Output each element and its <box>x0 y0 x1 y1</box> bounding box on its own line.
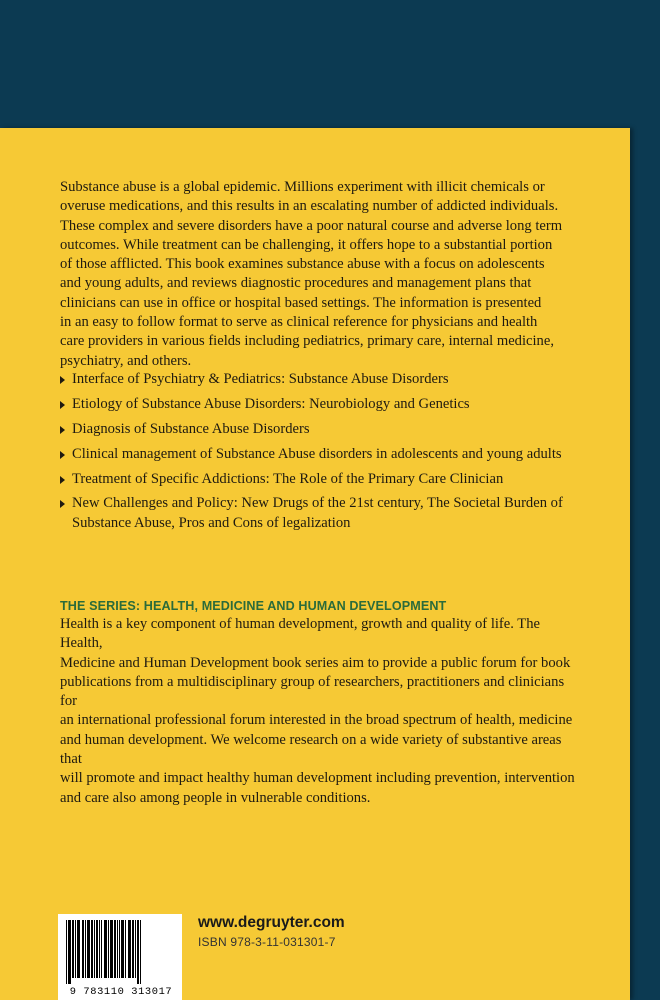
barcode-bar <box>128 920 131 978</box>
description-line: clinicians can use in office or hospital based settings. The information is presented <box>60 294 542 311</box>
barcode-bar <box>94 920 95 978</box>
description-line: and young adults, and reviews diagnostic procedures and management plans that <box>60 275 532 292</box>
barcode-bar <box>121 920 124 978</box>
barcode-bar <box>96 920 98 978</box>
series-line: publications from a multidisciplinary group of researchers, practitioners and clinicians for <box>60 673 565 710</box>
barcode-bar <box>91 920 93 978</box>
description-line: psychiatry, and others. <box>60 352 192 369</box>
barcode-bar <box>132 920 134 978</box>
isbn-barcode <box>58 914 182 1000</box>
bullet-triangle-icon <box>60 426 65 434</box>
barcode-bar <box>72 920 74 978</box>
topic-item <box>60 420 590 439</box>
barcode-bar <box>110 920 113 978</box>
description-line: Substance abuse is a global epidemic. Millions experiment with illicit chemicals or <box>60 179 545 195</box>
isbn-text: ISBN 978-3-11-031301-7 <box>198 935 336 949</box>
barcode-bar <box>135 920 136 978</box>
description-line: outcomes. While treatment can be challenging, it offers hope to a substantial portion <box>60 236 553 253</box>
barcode-bars <box>64 920 176 984</box>
description-line: of those afflicted. This book examines substance abuse with a focus on adolescents <box>60 256 545 273</box>
topic-item <box>60 370 590 389</box>
topic-line: New Challenges and Policy: New Drugs of the 21st century, The Societal Burden of <box>72 495 563 512</box>
bullet-triangle-icon <box>60 500 65 508</box>
barcode-bar <box>117 920 118 978</box>
barcode-bar <box>114 920 116 978</box>
bullet-triangle-icon <box>60 451 65 459</box>
barcode-bar <box>137 920 139 984</box>
book-description <box>60 178 580 371</box>
series-line: will promote and impact healthy human development including prevention, intervention <box>60 770 575 787</box>
topic-line: Interface of Psychiatry & Pediatrics: Substance Abuse Disorders <box>72 371 449 387</box>
series-description <box>60 615 580 808</box>
topic-line: Treatment of Specific Addictions: The Role of the Primary Care Clinician <box>72 470 504 487</box>
barcode-bar <box>119 920 120 978</box>
series-line: and care also among people in vulnerable conditions. <box>60 789 371 806</box>
series-line: an international professional forum interested in the broad spectrum of health, medicine <box>60 712 573 729</box>
barcode-bar <box>99 920 100 978</box>
barcode-digits: 9 783110 313017 <box>69 986 173 998</box>
topic-line: Etiology of Substance Abuse Disorders: Neurobiology and Genetics <box>72 395 470 412</box>
barcode-bar <box>68 920 71 984</box>
bullet-triangle-icon <box>60 476 65 484</box>
description-line: care providers in various fields including pediatrics, primary care, internal medicine, <box>60 333 554 350</box>
topics-list <box>60 370 590 539</box>
topic-item <box>60 395 590 414</box>
description-line: in an easy to follow format to serve as clinical reference for physicians and health <box>60 314 538 331</box>
barcode-bar <box>85 920 86 978</box>
barcode-bar <box>104 920 107 978</box>
barcode-bar <box>66 920 67 984</box>
barcode-bar <box>87 920 90 978</box>
barcode-bar <box>108 920 109 978</box>
series-line: and human development. We welcome research on a wide variety of substantive areas that <box>60 731 562 768</box>
description-line: These complex and severe disorders have a poor natural course and adverse long term <box>60 217 563 234</box>
series-heading: THE SERIES: HEALTH, MEDICINE AND HUMAN DEVELOPMENT <box>60 599 447 613</box>
barcode-bar <box>140 920 141 984</box>
bullet-triangle-icon <box>60 401 65 409</box>
topic-item <box>60 470 590 489</box>
barcode-bar <box>125 920 126 978</box>
barcode-bar <box>101 920 102 978</box>
series-line: Health is a key component of human development, growth and quality of life. The Health, <box>60 616 540 652</box>
topic-item <box>60 445 590 464</box>
publisher-url[interactable]: www.degruyter.com <box>198 914 345 931</box>
topic-line: Diagnosis of Substance Abuse Disorders <box>72 420 310 437</box>
series-line: Medicine and Human Development book series aim to provide a public forum for book <box>60 654 571 671</box>
description-line: overuse medications, and this results in an escalating number of addicted individuals. <box>60 198 559 215</box>
barcode-bar <box>75 920 76 978</box>
bullet-triangle-icon <box>60 376 65 384</box>
topic-line: Clinical management of Substance Abuse disorders in adolescents and young adults <box>72 445 562 462</box>
topic-line: Substance Abuse, Pros and Cons of legalization <box>72 514 351 531</box>
topic-item <box>60 494 590 533</box>
barcode-bar <box>82 920 84 978</box>
back-cover-panel <box>0 128 630 1000</box>
barcode-bar <box>77 920 80 978</box>
